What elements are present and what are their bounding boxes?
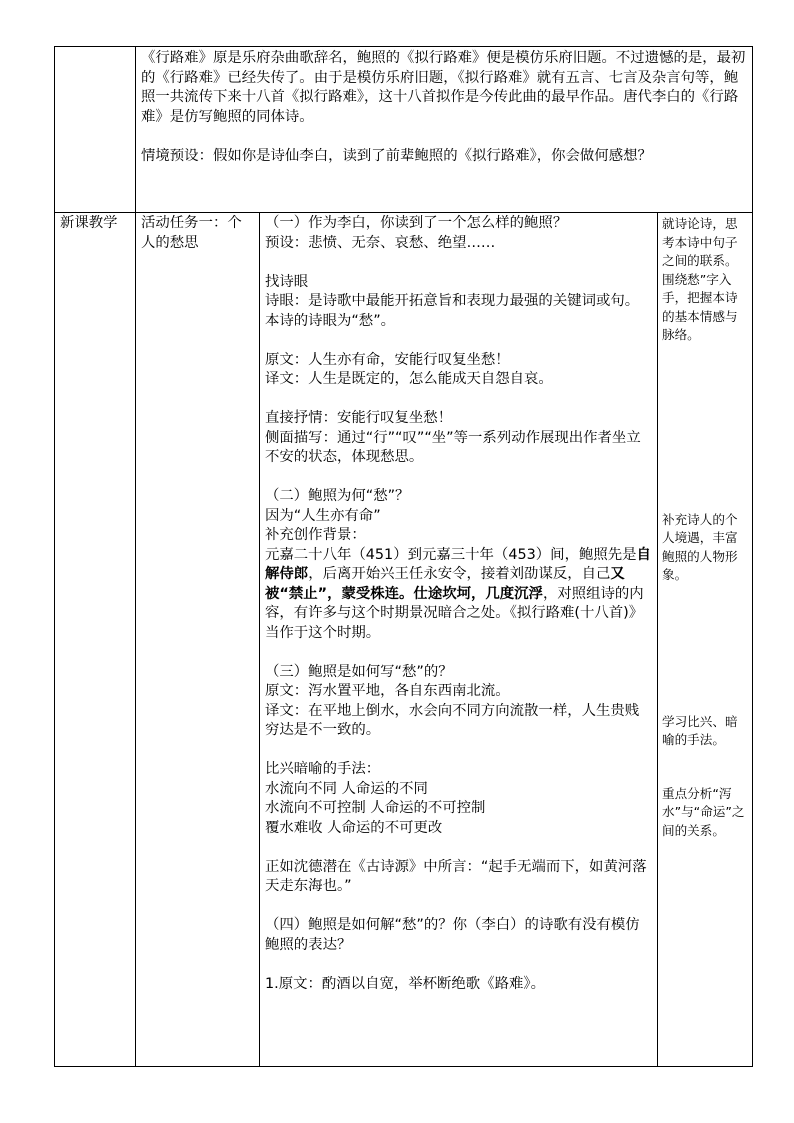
intro-row (55, 47, 753, 213)
note-2: 补充诗人的个人境遇，丰富鲍照的人物形象。 (661, 511, 738, 582)
section-1-question: （一）作为李白，你读到了一个怎么样的鲍照？ (265, 215, 568, 231)
section-3-question: （三）鲍照是如何写“愁”的？ (265, 663, 453, 680)
section-2-heading: 补充创作背景： (265, 527, 366, 543)
section-1-translation: 译文：人生是既定的，怎么能成天自怨自哀。 (265, 371, 553, 387)
background-text-1: 元嘉二十八年（451）到元嘉三十年（453）间，鲍照先是 (265, 546, 637, 563)
section-4-question: （四）鲍照是如何解“愁”的？你（李白）的诗歌有没有模仿鲍照的表达？ (265, 917, 640, 953)
lesson-plan-table (54, 46, 753, 1067)
background-text-3: ，对照组诗的内容，有许多与这个时期景况暗合之处。《拟行路难(十八首)》当作于这个时期。 (265, 585, 644, 641)
stage-cell (55, 213, 136, 1067)
teaching-content-cell (260, 213, 658, 1067)
section-3-original: 原文：泻水置平地，各自东西南北流。 (265, 683, 510, 699)
section-3-heading: 比兴暗喻的手法： (265, 761, 381, 777)
background-bold-2: 又被“禁止”，蒙受株连。仕途坎坷，几度沉浮 (265, 566, 625, 602)
note-1: 就诗论诗，思考本诗中句子之间的联系。围绕愁”字入手，把握本诗的基本情感与脉络。 (661, 216, 738, 342)
new-lesson-row (55, 213, 753, 1067)
background-bold-1: 自解侍郎 (265, 546, 651, 582)
section-3-line-3: 覆水难收 人命运的不可更改 (265, 819, 443, 836)
section-2-question: （二）鲍照为何“愁”？ (265, 488, 410, 504)
section-3-line-2: 水流向不可控制 人命运的不可控制 (265, 800, 486, 816)
section-4-item-1: 1.原文：酌酒以自宽，举杯断绝歌《路难》。 (265, 975, 545, 992)
note-4: 重点分析“泻水”与“命运”之间的关系。 (661, 785, 745, 838)
intro-paragraph: 《行路难》原是乐府杂曲歌辞名，鲍照的《拟行路难》便是模仿乐府旧题。不过遗憾的是，最初的《行路难》已经失传了。由于是模仿乐府旧题，《拟行路难》就有五言、七言及杂言句等，鲍照一共流传下来十八首《拟行路难》，这十八首拟作是今传此曲的最早作品。唐代李白的《行路难》是仿写鲍照的同体诗。 (141, 50, 746, 125)
section-1-preset: 预设：悲愤、无奈、哀愁、绝望…… (265, 234, 496, 251)
section-1-side-description: 侧面描写：通过“行”“叹”“坐”等一系列动作展现出作者坐立不安的状态，体现愁思。 (265, 429, 641, 465)
stage-label: 新课教学 (60, 215, 118, 231)
scenario-paragraph: 情境预设：假如你是诗仙李白，读到了前辈鲍照的《拟行路难》，你会做何感想？ (141, 147, 652, 164)
section-1-direct-lyric: 直接抒情：安能行叹复坐愁！ (265, 410, 453, 426)
section-1-heading: 找诗眼 (265, 273, 309, 290)
note-3: 学习比兴、暗喻的手法。 (661, 713, 738, 747)
section-3-translation: 译文：在平地上倒水，水会向不同方向流散一样，人生贵贱穷达是不一致的。 (265, 702, 640, 738)
section-2-reason: 因为“人生亦有命” (265, 507, 381, 524)
section-3-line-1: 水流向不同 人命运的不同 (265, 780, 428, 797)
activity-cell (136, 213, 260, 1067)
section-1-original: 原文：人生亦有命，安能行叹复坐愁！ (265, 351, 510, 368)
section-3-quote: 正如沈德潜在《古诗源》中所言：“起手无端而下，如黄河落天走东海也。” (265, 858, 647, 894)
section-1-definition: 诗眼：是诗歌中最能开拓意旨和表现力最强的关键词或句。本诗的诗眼为“愁”。 (265, 293, 640, 329)
intro-content-cell (136, 47, 753, 213)
intro-stage-cell (55, 47, 136, 213)
section-2-background (265, 546, 653, 644)
background-text-2: ，后离开始兴王任永安令，接着刘劭谋反，自己 (308, 566, 611, 582)
activity-label: 活动任务一：个人的愁思 (141, 215, 242, 251)
design-notes-cell (657, 213, 752, 1067)
